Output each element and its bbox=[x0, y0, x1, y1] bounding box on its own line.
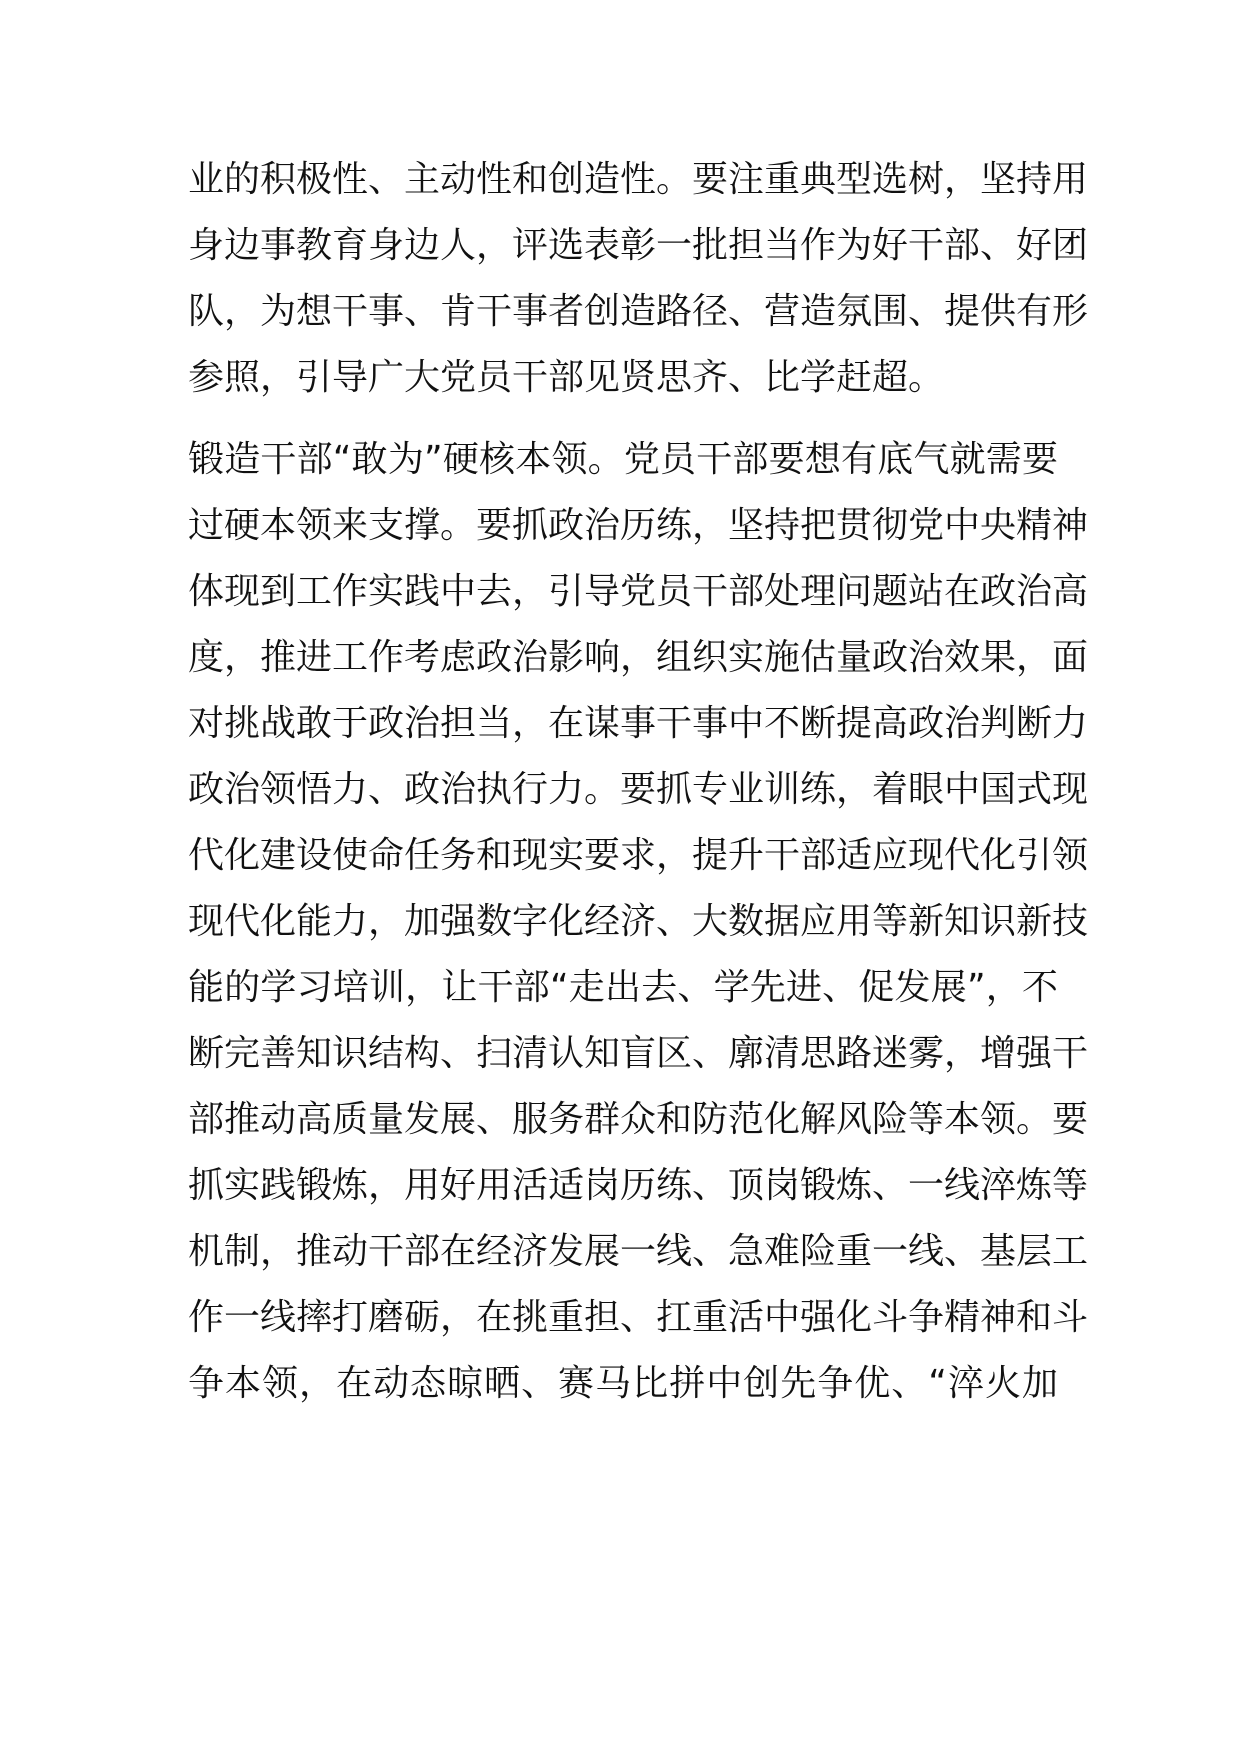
text-line: 能的学习培训，让干部“走出去、学先进、促发展”，不 bbox=[188, 967, 1058, 1008]
text-line: 锻造干部“敢为”硬核本领。党员干部要想有底气就需要 bbox=[188, 439, 1058, 480]
text-line: 对挑战敢于政治担当，在谋事干事中不断提高政治判断力 bbox=[188, 703, 1089, 744]
text-line: 代化建设使命任务和现实要求，提升干部适应现代化引领 bbox=[188, 835, 1089, 876]
text-line: 抓实践锻炼，用好用活适岗历练、顶岗锻炼、一线淬炼等 bbox=[188, 1165, 1089, 1206]
text-line: 过硬本领来支撑。要抓政治历练，坚持把贯彻党中央精神 bbox=[188, 505, 1089, 546]
text-line: 身边事教育身边人，评选表彰一批担当作为好干部、好团 bbox=[188, 225, 1089, 266]
text-line: 争本领，在动态晾晒、赛马比拼中创先争优、“淬火加 bbox=[188, 1363, 1058, 1404]
text-line: 参照，引导广大党员干部见贤思齐、比学赶超。 bbox=[188, 357, 945, 398]
text-line: 现代化能力，加强数字化经济、大数据应用等新知识新技 bbox=[188, 901, 1089, 942]
text-line: 体现到工作实践中去，引导党员干部处理问题站在政治高 bbox=[188, 571, 1089, 612]
text-line: 机制，推动干部在经济发展一线、急难险重一线、基层工 bbox=[188, 1231, 1089, 1272]
text-line: 政治领悟力、政治执行力。要抓专业训练，着眼中国式现 bbox=[188, 769, 1089, 810]
text-line: 作一线摔打磨砺，在挑重担、扛重活中强化斗争精神和斗 bbox=[188, 1297, 1089, 1338]
text-line: 队，为想干事、肯干事者创造路径、营造氛围、提供有形 bbox=[188, 291, 1089, 332]
text-line: 断完善知识结构、扫清认知盲区、廓清思路迷雾，增强干 bbox=[188, 1033, 1089, 1074]
text-line: 度，推进工作考虑政治影响，组织实施估量政治效果，面 bbox=[188, 637, 1089, 678]
text-line: 业的积极性、主动性和创造性。要注重典型选树，坚持用 bbox=[188, 159, 1089, 200]
text-line: 部推动高质量发展、服务群众和防范化解风险等本领。要 bbox=[188, 1099, 1089, 1140]
